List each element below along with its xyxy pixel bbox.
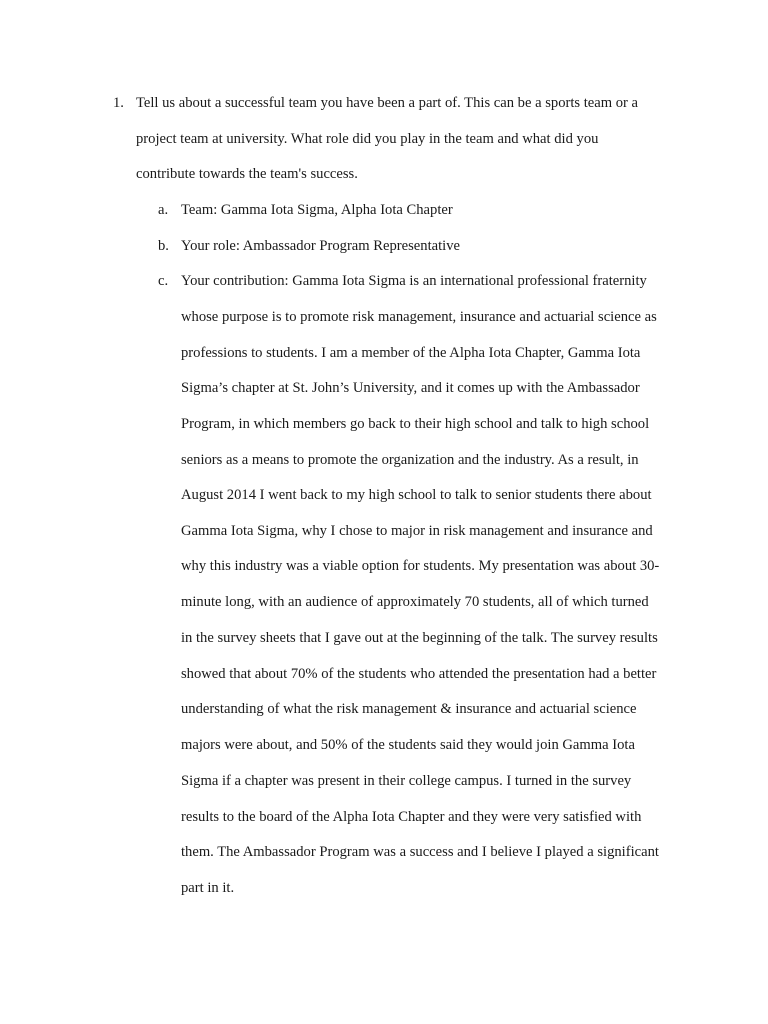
contribution-line: professions to students. I am a member of the Alpha Iota Chapter, Gamma Iota xyxy=(181,345,641,361)
question-number: 1. xyxy=(113,95,124,111)
contribution-line: seniors as a means to promote the organization and the industry. As a result, in xyxy=(181,452,639,468)
contribution-line: majors were about, and 50% of the students said they would join Gamma Iota xyxy=(181,737,635,753)
contribution-line: results to the board of the Alpha Iota Chapter and they were very satisfied with xyxy=(181,809,642,825)
contribution-line: minute long, with an audience of approximately 70 students, all of which turned xyxy=(181,594,649,610)
question-line: Tell us about a successful team you have been a part of. This can be a sports team or a xyxy=(136,95,639,111)
contribution-line: showed that about 70% of the students who attended the presentation had a better xyxy=(181,666,657,682)
contribution-line: Gamma Iota Sigma, why I chose to major in risk management and insurance and xyxy=(181,523,653,539)
contribution-line: Sigma’s chapter at St. John’s University, and it comes up with the Ambassador xyxy=(181,380,640,396)
answer-letter-b: b. xyxy=(158,238,169,254)
answer-team: Team: Gamma Iota Sigma, Alpha Iota Chapter xyxy=(181,202,453,218)
contribution-line: why this industry was a viable option for students. My presentation was about 30- xyxy=(181,558,660,574)
question-line: project team at university. What role did you play in the team and what did you xyxy=(136,131,599,147)
contribution-line: Your contribution: Gamma Iota Sigma is an international professional fraternity xyxy=(181,273,647,289)
contribution-line: Program, in which members go back to their high school and talk to high school xyxy=(181,416,650,432)
answer-letter-a: a. xyxy=(158,202,169,218)
contribution-line: in the survey sheets that I gave out at the beginning of the talk. The survey results xyxy=(181,630,658,646)
contribution-line: Sigma if a chapter was present in their college campus. I turned in the survey xyxy=(181,773,632,789)
contribution-line: part in it. xyxy=(181,880,235,896)
contribution-line: August 2014 I went back to my high school to talk to senior students there about xyxy=(181,487,652,503)
answer-role: Your role: Ambassador Program Representative xyxy=(181,238,460,254)
answer-letter-c: c. xyxy=(158,273,169,289)
contribution-line: whose purpose is to promote risk management, insurance and actuarial science as xyxy=(181,309,657,325)
question-line: contribute towards the team's success. xyxy=(136,166,358,182)
contribution-line: them. The Ambassador Program was a success and I believe I played a significant xyxy=(181,844,659,860)
contribution-line: understanding of what the risk management & insurance and actuarial science xyxy=(181,701,637,717)
